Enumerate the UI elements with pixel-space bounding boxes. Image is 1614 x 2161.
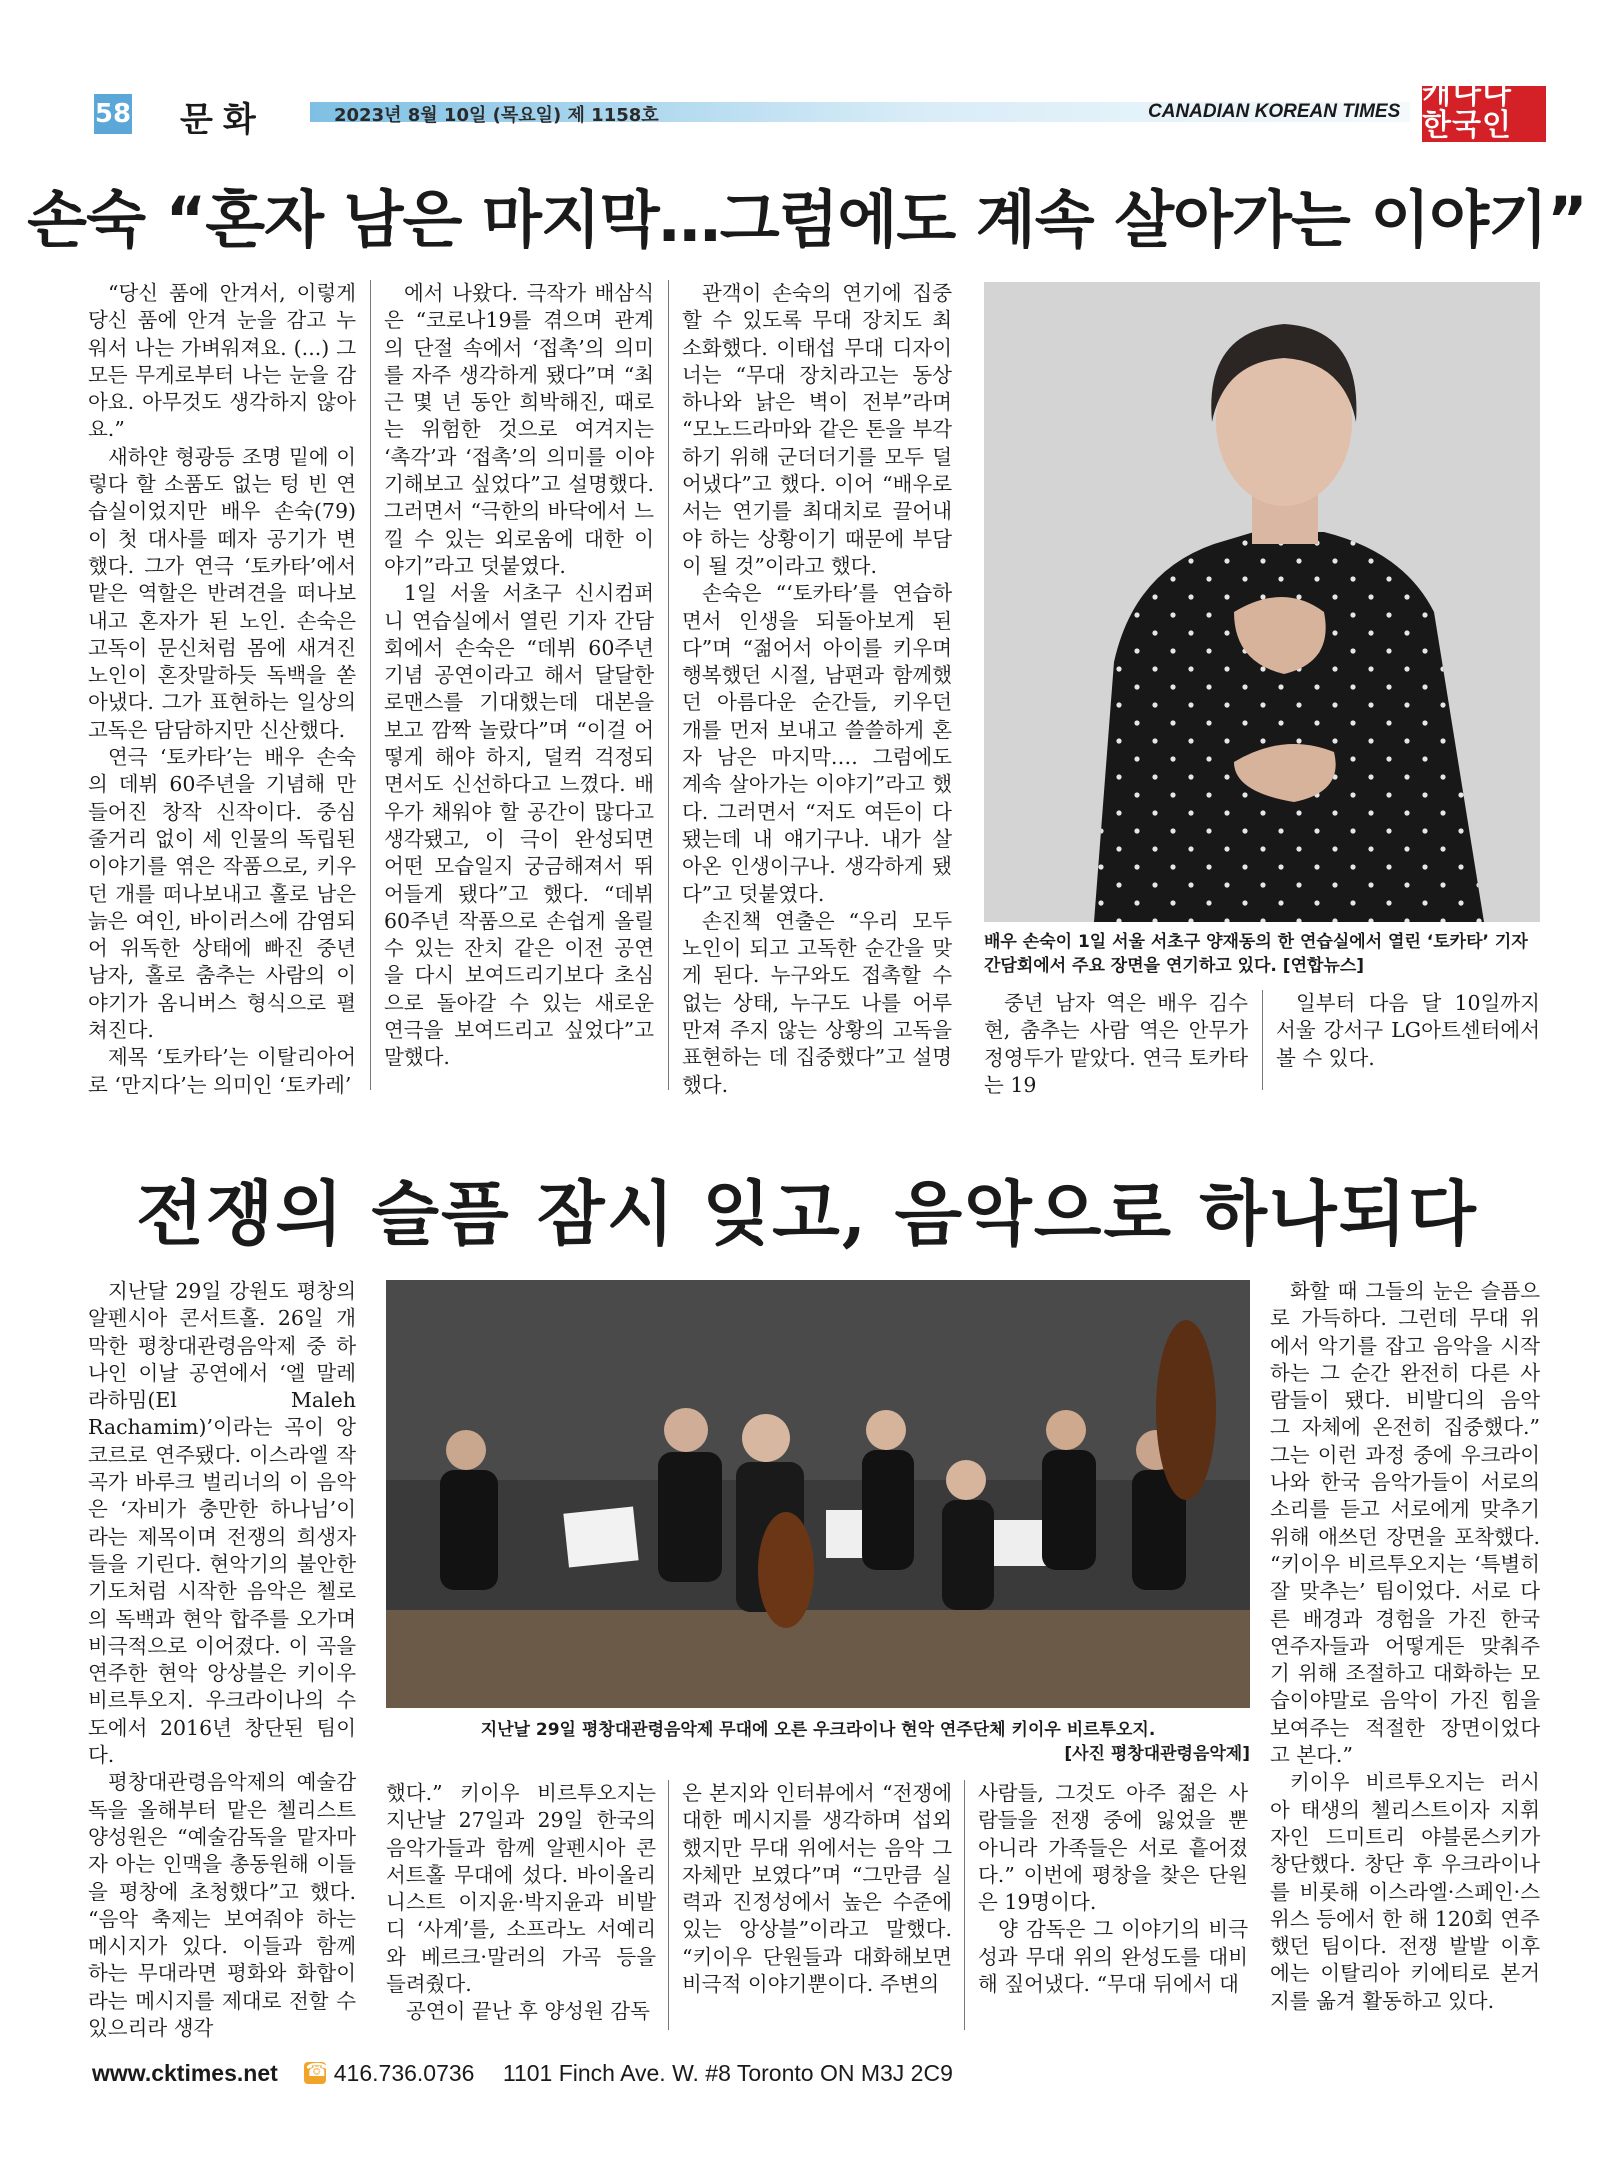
paragraph: 했다.” 키이우 비르투오지는 지난날 27일과 29일 한국의 음악가들과 함께 알펜시아 콘서트홀 무대에 섰다. 바이올리니스트 이지윤·박지윤과 비발디 ‘사계’를, 소프라노 서예리와 베르크·말러의 가곡 등을 들려줬다. [386, 1781, 656, 1997]
article2-photo-caption: 지난날 29일 평창대관령음악제 무대에 오른 우크라이나 현악 연주단체 키이우 비르투오지. [480, 1720, 1156, 1740]
paragraph: 제목 ‘토카타’는 이탈리아어로 ‘만지다’는 의미인 ‘토카레’ [88, 1045, 356, 1097]
paragraph: 관객이 손숙의 연기에 집중할 수 있도록 무대 장치도 최소화했다. 이태섭 무대 디자이너는 “무대 장치라고는 동상 하나와 낡은 벽이 전부”라며 “모노드라마와 같은 톤을 부각하기 위해 군더더기를 모두 덜어냈다”고 했다. 이어 “배우로서는 연기를 최대치로 끌어내야 하는 상황이기 때문에 부담이 될 것”이라고 했다. [682, 281, 952, 578]
article1-column-1 [88, 280, 356, 1099]
paragraph: 1일 서울 서초구 신시컴퍼니 연습실에서 열린 기자 간담회에서 손숙은 “데뷔 60주년 기념 공연이라고 해서 달달한 로맨스를 기대했는데 대본을 보고 깜짝 놀랐다”며 “이걸 어떻게 해야 하지, 덜컥 걱정되면서도 신선하다고 느꼈다. 배우가 채워야 할 공간이 많다고 생각됐고, 이 극이 완성되면 어떤 모습일지 궁금해져서 뛰어들게 됐다”고 했다. “데뷔 60주년 작품으로 손쉽게 올릴 수 있는 잔치 같은 이전 공연을 다시 보여드리기보다 초심으로 돌아갈 수 있는 새로운 연극을 보여드리고 싶었다”고 말했다. [384, 581, 654, 1070]
paper-logo [1422, 75, 1546, 150]
column-rule [1262, 990, 1263, 1090]
page-number: 58 [94, 94, 132, 134]
orchestra-photo [386, 1280, 1250, 1708]
section-title: 문화 [180, 100, 266, 140]
paragraph: 화할 때 그들의 눈은 슬픔으로 가득하다. 그런데 무대 위에서 악기를 잡고 음악을 시작하는 그 순간 완전히 다른 사람들이 됐다. 비발디의 음악 그 자체에 온전히 집중했다.” 그는 이런 과정 중에 우크라이나와 한국 음악가들이 서로의 소리를 듣고 서로에게 맞추기 위해 애쓰던 장면을 포착했다. “키이우 비르투오지는 ‘특별히 잘 맞추는’ 팀이었다. 서로 다른 배경과 경험을 가진 한국 연주자들과 어떻게든 맞춰주기 위해 조절하고 대화하는 모습이야말로 음악이 가진 힘을 보여주는 적절한 장면이었다고 본다.” [1270, 1279, 1540, 1768]
paragraph: 연극 ‘토카타’는 배우 손숙의 데뷔 60주년을 기념해 만들어진 창작 신작이다. 중심 줄거리 없이 세 인물의 독립된 이야기를 엮은 작품으로, 키우던 개를 떠나보내고 홀로 남은 늙은 여인, 바이러스에 감염되어 위독한 상태에 빠진 중년 남자, 홀로 춤추는 사람의 이야기가 옴니버스 형식으로 펼쳐진다. [88, 745, 356, 1043]
column-rule [668, 1780, 669, 2030]
paragraph: “당신 품에 안겨서, 이렇게 당신 품에 안겨 눈을 감고 누워서 나는 가벼워져요. (...) 그 모든 무게로부터 나는 눈을 감아요. 아무것도 생각하지 않아요.” [88, 281, 356, 442]
issue-date: 2023년 8월 10일 (목요일) 제 1158호 [334, 105, 659, 126]
article2-headline: 전쟁의 슬픔 잠시 잊고, 음악으로 하나되다 [136, 1172, 1478, 1255]
column-rule [964, 1780, 965, 2030]
article2-photo-credit: [사진 평창대관령음악제] [1064, 1744, 1250, 1764]
footer-phone: 416.736.0736 [333, 2060, 475, 2086]
actress-photo-illustration [984, 282, 1540, 922]
article2-column-b2 [682, 1780, 952, 1998]
phone-icon [304, 2062, 326, 2084]
article1-headline: 손숙 “혼자 남은 마지막…그럼에도 계속 살아가는 이야기” [27, 183, 1587, 256]
paragraph: 사람들, 그것도 아주 젊은 사람들을 전쟁 중에 잃었을 뿐 아니라 가족들은 서로 흩어졌다.” 이번에 평창을 찾은 단원은 19명이다. [978, 1781, 1248, 1915]
paragraph: 평창대관령음악제의 예술감독을 올해부터 맡은 첼리스트 양성원은 “예술감독을 맡자마자 아는 인맥을 총동원해 이들을 평창에 초청했다”고 했다. “음악 축제는 보여줘야 하는 메시지가 있다. 이들과 함께 하는 무대라면 평화와 화합이라는 메시지를 제대로 전할 수 있으리라 생각 [88, 1770, 356, 2041]
logo-wordmark: 캐나다 한국인 [1422, 75, 1512, 143]
orchestra-photo-illustration [386, 1280, 1250, 1708]
paragraph: 일부터 다음 달 10일까지 서울 강서구 LG아트센터에서 볼 수 있다. [1276, 991, 1540, 1070]
actress-photo [984, 282, 1540, 922]
paragraph: 손진책 연출은 “우리 모두 노인이 되고 고독한 순간을 맞게 된다. 누구와도 접촉할 수 없는 상태, 누구도 나를 어루만져 주지 않는 상황의 고독을 표현하는 데 집중했다”고 설명했다. [682, 908, 952, 1097]
column-rule [668, 280, 669, 1090]
article2-column-b3 [978, 1780, 1248, 1998]
article1-column-3 [682, 280, 952, 1099]
article1-column-2 [384, 280, 654, 1072]
paragraph: 양 감독은 그 이야기의 비극성과 무대 위의 완성도를 대비해 짚어냈다. “무대 뒤에서 대 [978, 1917, 1248, 1997]
paper-name: CANADIAN KOREAN TIMES [1148, 101, 1401, 122]
article2-column-left [88, 1278, 356, 2042]
paragraph: 은 본지와 인터뷰에서 “전쟁에 대한 메시지를 생각하며 섭외했지만 무대 위에서는 음악 그 자체만 보였다”며 “그만큼 실력과 진정성에서 높은 수준에 있는 앙상블”이라고 말했다. “키이우 단원들과 대화해보면 비극적 이야기뿐이다. 주변의 [682, 1781, 952, 1997]
footer-address: 1101 Finch Ave. W. #8 Toronto ON M3J 2C9 [502, 2060, 953, 2086]
footer [92, 2060, 953, 2087]
paragraph: 에서 나왔다. 극작가 배삼식은 “코로나19를 겪으며 관계의 단절 속에서 ‘접촉’의 의미를 자주 생각하게 됐다”며 “최근 몇 년 동안 희박해진, 때로는 위험한 것으로 여겨지는 ‘촉각’과 ‘접촉’의 의미를 이야기해보고 싶었다”고 설명했다. 그러면서 “극한의 바닥에서 느낄 수 있는 외로움에 대한 이야기”라고 덧붙였다. [384, 281, 654, 578]
article1-column-5 [1276, 990, 1540, 1072]
article2-column-b1 [386, 1780, 656, 2026]
article2-column-right [1270, 1278, 1540, 2015]
paragraph: 중년 남자 역은 배우 김수현, 춤추는 사람 역은 안무가 정영두가 맡았다. 연극 토카타는 19 [984, 991, 1248, 1097]
paragraph: 키이우 비르투오지는 러시아 태생의 첼리스트이자 지휘자인 드미트리 야블론스키가 창단했다. 창단 후 우크라이나를 비롯해 이스라엘·스페인·스위스 등에서 한 해 120회 연주했던 팀이다. 전쟁 발발 이후에는 이탈리아 키에티로 본거지를 옮겨 활동하고 있다. [1270, 1770, 1540, 2013]
paragraph: 새하얀 형광등 조명 밑에 이렇다 할 소품도 없는 텅 빈 연습실이었지만 배우 손숙(79)이 첫 대사를 떼자 공기가 변했다. 그가 연극 ‘토카타’에서 맡은 역할은 반려견을 떠나보내고 혼자가 된 노인. 손숙은 고독이 문신처럼 몸에 새겨진 노인이 혼잣말하듯 독백을 쏟아냈다. 그가 표현하는 일상의 고독은 담담하지만 신산했다. [88, 444, 356, 742]
footer-url[interactable]: www.cktimes.net [92, 2060, 278, 2086]
paragraph: 공연이 끝난 후 양성원 감독 [406, 1999, 650, 2024]
logo-subtitle: CANADIAN KOREAN TIMES [1438, 142, 1530, 150]
paragraph: 손숙은 “‘토카타’를 연습하면서 인생을 되돌아보게 된다”며 “젊어서 아이를 키우며 행복했던 시절, 남편과 함께했던 아름다운 순간들, 키우던 개를 먼저 보내고 쓸쓸하게 혼자 남은 마지막…. 그럼에도 계속 살아가는 이야기”라고 했다. 그러면서 “저도 여든이 다 됐는데 내 얘기구나. 내가 살아온 인생이구나. 생각하게 됐다”고 덧붙였다. [682, 581, 952, 906]
column-rule [370, 280, 371, 1090]
article1-photo-caption: 배우 손숙이 1일 서울 서초구 양재동의 한 연습실에서 열린 ‘토카타’ 기자간담회에서 주요 장면을 연기하고 있다. [연합뉴스] [984, 932, 1528, 976]
article1-column-4 [984, 990, 1248, 1099]
paragraph: 지난달 29일 강원도 평창의 알펜시아 콘서트홀. 26일 개막한 평창대관령음악제 중 하나인 이날 공연에서 ‘엘 말레 라하밈(El Maleh Rachamim)’이라는 곡이 앙코르로 연주됐다. 이스라엘 작곡가 바루크 벌리너의 이 음악은 ‘자비가 충만한 하나님’이라는 제목이며 전쟁의 희생자들을 기린다. 현악기의 불안한 기도처럼 시작한 음악은 첼로의 독백과 현악 합주를 오가며 비극적으로 이어졌다. 이 곡을 연주한 현악 앙상블은 키이우 비르투오지. 우크라이나의 수도에서 2016년 창단된 팀이다. [88, 1279, 356, 1768]
